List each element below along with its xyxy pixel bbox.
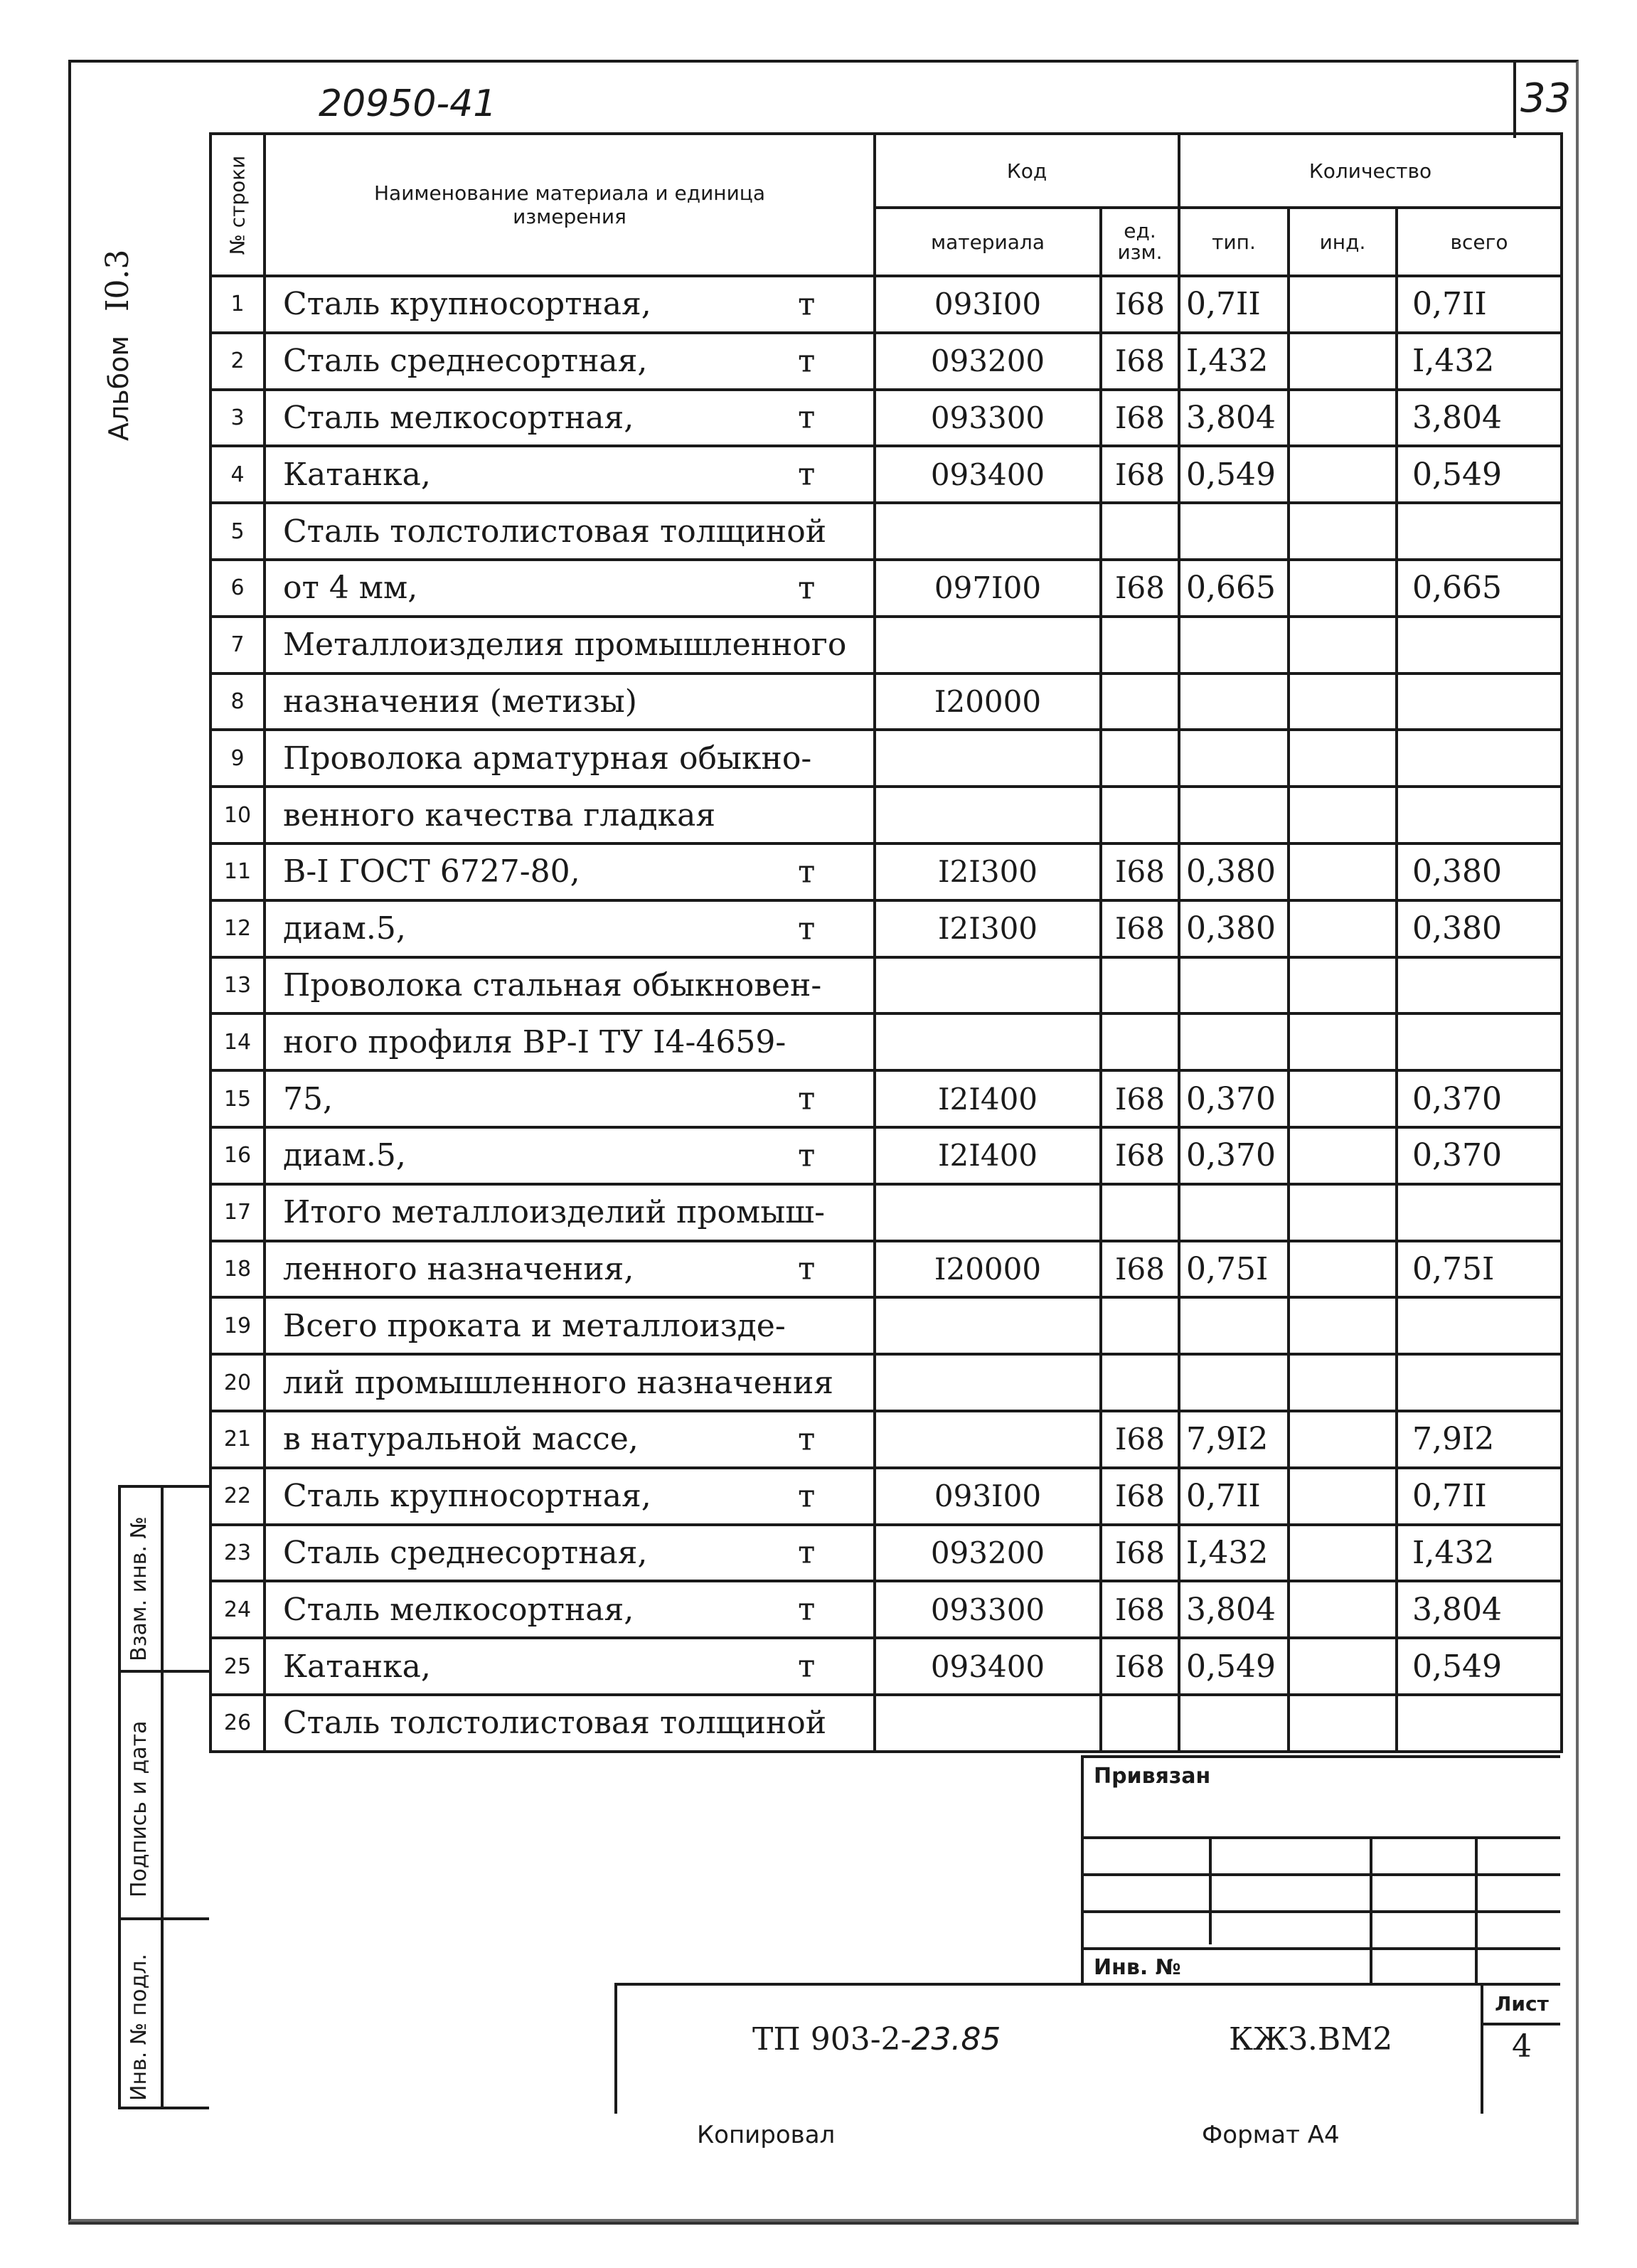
album-number: I0.3 <box>100 249 136 312</box>
qty-total: 3,804 <box>1397 1581 1562 1638</box>
header-code: Код <box>875 134 1179 208</box>
unit-code: I68 <box>1101 900 1179 957</box>
material-name-text: Сталь крупносортная, <box>283 286 651 323</box>
row-number: 8 <box>210 674 265 730</box>
qty-ind <box>1289 1411 1397 1468</box>
material-code: I2I300 <box>875 843 1101 900</box>
table-row <box>210 1127 1562 1184</box>
qty-typ: 0,7II <box>1179 276 1289 333</box>
unit-code: I68 <box>1101 1468 1179 1525</box>
material-name-text: Сталь толстолистовая толщиной <box>283 513 827 550</box>
qty-typ <box>1179 503 1289 560</box>
qty-ind <box>1289 560 1397 617</box>
material-code: 093I00 <box>875 1468 1101 1525</box>
material-name-text: Катанка, <box>283 1648 431 1685</box>
qty-ind <box>1289 957 1397 1014</box>
material-name <box>265 843 875 900</box>
row-number: 21 <box>210 1411 265 1468</box>
row-number: 7 <box>210 617 265 674</box>
qty-ind <box>1289 1581 1397 1638</box>
unit-code: I68 <box>1101 560 1179 617</box>
qty-total <box>1397 674 1562 730</box>
header-material-name: Наименование материала и единица измерения <box>265 134 875 276</box>
row-number: 16 <box>210 1127 265 1184</box>
album-label <box>100 250 136 441</box>
material-name <box>265 900 875 957</box>
table-row <box>210 1638 1562 1695</box>
table-row <box>210 1354 1562 1411</box>
privyazan-grid-col <box>1370 1836 1372 1983</box>
material-code: 093300 <box>875 1581 1101 1638</box>
side-stamp-divider <box>121 1917 209 1920</box>
header-code-material: материала <box>875 208 1101 276</box>
unit-code <box>1101 1354 1179 1411</box>
privyazan-grid-col <box>1475 1836 1478 1983</box>
material-name <box>265 503 875 560</box>
material-name <box>265 390 875 447</box>
material-unit: т <box>798 1421 816 1458</box>
material-name-text: диам.5, <box>283 1137 406 1174</box>
material-name-text: Проволока арматурная обыкно- <box>283 740 812 777</box>
material-name-text: венного качества гладкая <box>283 797 716 834</box>
qty-ind <box>1289 1695 1397 1752</box>
privyazan-grid-line <box>1084 1836 1560 1839</box>
table-row <box>210 674 1562 730</box>
bottom-cut-line <box>68 2222 1579 2225</box>
material-unit: т <box>798 1648 816 1685</box>
privyazan-grid-line <box>1084 1947 1560 1950</box>
material-code: I20000 <box>875 1241 1101 1298</box>
material-name-text: в натуральной массе, <box>283 1421 639 1458</box>
material-code: I2I300 <box>875 900 1101 957</box>
material-name <box>265 1695 875 1752</box>
materials-table <box>209 132 1563 1753</box>
table-row <box>210 446 1562 503</box>
material-code <box>875 1297 1101 1354</box>
material-name <box>265 1581 875 1638</box>
qty-ind <box>1289 900 1397 957</box>
material-name <box>265 1354 875 1411</box>
material-name-text: 75, <box>283 1080 333 1117</box>
header-qty-typ: тип. <box>1179 208 1289 276</box>
qty-ind <box>1289 1127 1397 1184</box>
qty-total: 3,804 <box>1397 390 1562 447</box>
qty-ind <box>1289 1525 1397 1582</box>
qty-ind <box>1289 1241 1397 1298</box>
material-name <box>265 787 875 843</box>
row-number: 12 <box>210 900 265 957</box>
qty-total <box>1397 1184 1562 1241</box>
header-code-unit: ед. изм. <box>1101 208 1179 276</box>
material-unit: т <box>798 1478 816 1515</box>
material-name-text: ного профиля ВР-I ТУ I4-4659- <box>283 1023 786 1060</box>
row-number: 9 <box>210 730 265 787</box>
qty-typ: 0,75I <box>1179 1241 1289 1298</box>
material-name-text: Всего проката и металлоизде- <box>283 1307 786 1344</box>
material-name <box>265 446 875 503</box>
privyazan-grid-line <box>1084 1873 1560 1876</box>
row-number: 18 <box>210 1241 265 1298</box>
material-code <box>875 1695 1101 1752</box>
qty-typ <box>1179 617 1289 674</box>
unit-code <box>1101 787 1179 843</box>
footer-copied: Копировал <box>697 2121 836 2149</box>
table-row <box>210 1525 1562 1582</box>
material-code: I2I400 <box>875 1127 1101 1184</box>
material-name <box>265 276 875 333</box>
unit-code: I68 <box>1101 1241 1179 1298</box>
qty-typ: 0,549 <box>1179 446 1289 503</box>
material-name-text: Сталь мелкосортная, <box>283 399 634 436</box>
album-text: Альбом <box>103 335 134 441</box>
material-unit: т <box>798 1137 816 1174</box>
qty-ind <box>1289 730 1397 787</box>
vzam-inv-label: Взам. инв. № <box>127 1516 151 1661</box>
material-name-text: лий промышленного назначения <box>283 1364 834 1401</box>
material-code <box>875 787 1101 843</box>
qty-typ <box>1179 787 1289 843</box>
material-name-text: Проволока стальная обыкновен- <box>283 967 822 1003</box>
material-name <box>265 333 875 390</box>
qty-typ <box>1179 1695 1289 1752</box>
material-name <box>265 1468 875 1525</box>
table-row <box>210 787 1562 843</box>
row-number: 11 <box>210 843 265 900</box>
table-row <box>210 503 1562 560</box>
unit-code: I68 <box>1101 1127 1179 1184</box>
material-code <box>875 503 1101 560</box>
unit-code: I68 <box>1101 843 1179 900</box>
qty-typ <box>1179 730 1289 787</box>
qty-total <box>1397 503 1562 560</box>
qty-typ <box>1179 957 1289 1014</box>
document-code <box>752 2021 1001 2057</box>
qty-total <box>1397 1013 1562 1070</box>
material-code <box>875 957 1101 1014</box>
qty-ind <box>1289 1070 1397 1127</box>
material-code: 093I00 <box>875 276 1101 333</box>
materials-table-body <box>210 276 1562 1752</box>
qty-total: 0,380 <box>1397 900 1562 957</box>
material-unit: т <box>798 853 816 890</box>
side-stamp-column-divider <box>161 1488 164 2107</box>
material-code: 093400 <box>875 1638 1101 1695</box>
footer-format: Формат А4 <box>1202 2121 1340 2149</box>
row-number: 23 <box>210 1525 265 1582</box>
document-code-printed: ТП 903-2- <box>752 2021 912 2057</box>
header-qty-total: всего <box>1397 208 1562 276</box>
unit-code <box>1101 957 1179 1014</box>
privyazan-label: Привязан <box>1094 1764 1211 1789</box>
material-name-text: от 4 мм, <box>283 570 418 607</box>
qty-total <box>1397 1354 1562 1411</box>
unit-code: I68 <box>1101 1411 1179 1468</box>
row-number: 19 <box>210 1297 265 1354</box>
material-name <box>265 957 875 1014</box>
table-row <box>210 1070 1562 1127</box>
material-name-text: назначения (метизы) <box>283 683 637 720</box>
material-name <box>265 1241 875 1298</box>
qty-total: 0,370 <box>1397 1127 1562 1184</box>
unit-code <box>1101 1297 1179 1354</box>
qty-typ: 0,370 <box>1179 1070 1289 1127</box>
qty-total: 0,7II <box>1397 1468 1562 1525</box>
qty-typ: 0,7II <box>1179 1468 1289 1525</box>
material-name <box>265 1297 875 1354</box>
material-code <box>875 1184 1101 1241</box>
document-code-handwritten: 23.85 <box>911 2021 1001 2057</box>
table-row <box>210 390 1562 447</box>
table-row <box>210 1241 1562 1298</box>
document-mark: КЖЗ.ВМ2 <box>1229 2021 1393 2057</box>
table-row <box>210 276 1562 333</box>
qty-total: 0,665 <box>1397 560 1562 617</box>
qty-typ <box>1179 1297 1289 1354</box>
qty-total: 0,380 <box>1397 843 1562 900</box>
qty-typ: 0,549 <box>1179 1638 1289 1695</box>
material-name-text: Сталь среднесортная, <box>283 1534 648 1571</box>
qty-total <box>1397 1297 1562 1354</box>
row-number: 15 <box>210 1070 265 1127</box>
row-number: 20 <box>210 1354 265 1411</box>
row-number: 24 <box>210 1581 265 1638</box>
row-number: 25 <box>210 1638 265 1695</box>
sheet-box <box>1481 1986 1560 2114</box>
qty-typ: 0,665 <box>1179 560 1289 617</box>
material-name <box>265 674 875 730</box>
material-unit: т <box>798 1080 816 1117</box>
table-row <box>210 1411 1562 1468</box>
material-name <box>265 1638 875 1695</box>
material-code <box>875 1013 1101 1070</box>
qty-ind <box>1289 390 1397 447</box>
unit-code: I68 <box>1101 1581 1179 1638</box>
unit-code: I68 <box>1101 1525 1179 1582</box>
unit-code: I68 <box>1101 446 1179 503</box>
row-number: 2 <box>210 333 265 390</box>
privyazan-grid-col <box>1209 1836 1212 1944</box>
material-unit: т <box>798 1591 816 1628</box>
row-number: 17 <box>210 1184 265 1241</box>
material-name <box>265 1013 875 1070</box>
unit-code: I68 <box>1101 276 1179 333</box>
side-stamp <box>118 1485 209 2109</box>
row-number: 6 <box>210 560 265 617</box>
unit-code: I68 <box>1101 1638 1179 1695</box>
qty-total <box>1397 787 1562 843</box>
podpis-data-label: Подпись и дата <box>127 1720 151 1897</box>
unit-code: I68 <box>1101 390 1179 447</box>
table-row <box>210 1013 1562 1070</box>
row-number: 4 <box>210 446 265 503</box>
row-number: 13 <box>210 957 265 1014</box>
unit-code <box>1101 503 1179 560</box>
qty-typ: 0,380 <box>1179 900 1289 957</box>
handwritten-sheet-number: 33 <box>1520 75 1572 122</box>
qty-total <box>1397 1695 1562 1752</box>
material-name <box>265 1411 875 1468</box>
qty-ind <box>1289 674 1397 730</box>
qty-typ: I,432 <box>1179 1525 1289 1582</box>
material-unit: т <box>798 286 816 323</box>
material-name-text: Металлоизделия промышленного <box>283 627 847 664</box>
qty-ind <box>1289 617 1397 674</box>
title-block <box>209 1755 1560 2114</box>
qty-typ: 3,804 <box>1179 1581 1289 1638</box>
qty-typ <box>1179 1184 1289 1241</box>
unit-code <box>1101 1695 1179 1752</box>
inv-no-label: Инв. № <box>1094 1955 1181 1980</box>
header-row-number: № строки <box>210 134 265 276</box>
privyazan-grid-line <box>1084 1910 1560 1913</box>
qty-total: 0,549 <box>1397 1638 1562 1695</box>
material-code: I2I400 <box>875 1070 1101 1127</box>
material-name-text: Сталь среднесортная, <box>283 343 648 380</box>
row-number: 22 <box>210 1468 265 1525</box>
material-name <box>265 1127 875 1184</box>
material-code: 093200 <box>875 333 1101 390</box>
qty-ind <box>1289 1184 1397 1241</box>
material-code <box>875 1411 1101 1468</box>
table-row <box>210 1184 1562 1241</box>
qty-ind <box>1289 1468 1397 1525</box>
qty-typ: 3,804 <box>1179 390 1289 447</box>
main-stamp <box>614 1983 1560 2114</box>
unit-code <box>1101 1013 1179 1070</box>
material-code: 093300 <box>875 390 1101 447</box>
unit-code <box>1101 674 1179 730</box>
qty-ind <box>1289 1354 1397 1411</box>
qty-ind <box>1289 503 1397 560</box>
material-name <box>265 1184 875 1241</box>
material-name <box>265 617 875 674</box>
table-row <box>210 843 1562 900</box>
unit-code <box>1101 1184 1179 1241</box>
row-number: 10 <box>210 787 265 843</box>
unit-code <box>1101 617 1179 674</box>
material-code <box>875 617 1101 674</box>
qty-typ <box>1179 674 1289 730</box>
table-row <box>210 1297 1562 1354</box>
material-name <box>265 1070 875 1127</box>
table-row <box>210 900 1562 957</box>
qty-typ: 0,380 <box>1179 843 1289 900</box>
material-unit: т <box>798 399 816 436</box>
material-code: 093200 <box>875 1525 1101 1582</box>
qty-total <box>1397 957 1562 1014</box>
material-unit: т <box>798 910 816 947</box>
qty-total: I,432 <box>1397 333 1562 390</box>
material-name <box>265 560 875 617</box>
material-name <box>265 1525 875 1582</box>
qty-total: 7,9I2 <box>1397 1411 1562 1468</box>
header-quantity: Количество <box>1179 134 1562 208</box>
qty-total: 0,7II <box>1397 276 1562 333</box>
material-unit: т <box>798 456 816 493</box>
material-name-text: Сталь мелкосортная, <box>283 1591 634 1628</box>
qty-typ: 0,370 <box>1179 1127 1289 1184</box>
qty-total <box>1397 730 1562 787</box>
sheet-label: Лист <box>1483 1986 1560 2025</box>
qty-total <box>1397 617 1562 674</box>
row-number: 14 <box>210 1013 265 1070</box>
material-code: 093400 <box>875 446 1101 503</box>
qty-ind <box>1289 843 1397 900</box>
qty-total: 0,549 <box>1397 446 1562 503</box>
qty-typ: I,432 <box>1179 333 1289 390</box>
material-name-text: Сталь крупносортная, <box>283 1478 651 1515</box>
table-row <box>210 617 1562 674</box>
unit-code: I68 <box>1101 333 1179 390</box>
material-code: 097I00 <box>875 560 1101 617</box>
material-code <box>875 1354 1101 1411</box>
qty-ind <box>1289 787 1397 843</box>
qty-total: 0,75I <box>1397 1241 1562 1298</box>
qty-typ: 7,9I2 <box>1179 1411 1289 1468</box>
qty-typ <box>1179 1013 1289 1070</box>
material-name-text: Итого металлоизделий промыш- <box>283 1194 826 1231</box>
qty-ind <box>1289 1638 1397 1695</box>
table-row <box>210 730 1562 787</box>
table-row <box>210 560 1562 617</box>
material-name-text: Катанка, <box>283 456 431 493</box>
handwritten-doc-number: 20950-41 <box>319 82 497 125</box>
qty-total: 0,370 <box>1397 1070 1562 1127</box>
material-unit: т <box>798 1250 816 1287</box>
unit-code <box>1101 730 1179 787</box>
table-row <box>210 333 1562 390</box>
qty-typ <box>1179 1354 1289 1411</box>
inv-podl-label: Инв. № подл. <box>127 1954 151 2101</box>
qty-ind <box>1289 446 1397 503</box>
material-name-text: В-I ГОСТ 6727-80, <box>283 853 580 890</box>
table-row <box>210 1695 1562 1752</box>
sheet-value: 4 <box>1512 2028 1532 2065</box>
table-row <box>210 1581 1562 1638</box>
qty-ind <box>1289 1297 1397 1354</box>
row-number: 5 <box>210 503 265 560</box>
qty-total: I,432 <box>1397 1525 1562 1582</box>
privyazan-box <box>1081 1755 1560 1983</box>
row-number: 3 <box>210 390 265 447</box>
material-name-text: диам.5, <box>283 910 406 947</box>
qty-ind <box>1289 1013 1397 1070</box>
side-stamp-divider <box>121 1670 209 1673</box>
table-row <box>210 957 1562 1014</box>
material-code: I20000 <box>875 674 1101 730</box>
row-number: 1 <box>210 276 265 333</box>
row-number: 26 <box>210 1695 265 1752</box>
material-code <box>875 730 1101 787</box>
table-row <box>210 1468 1562 1525</box>
header-qty-ind: инд. <box>1289 208 1397 276</box>
unit-code: I68 <box>1101 1070 1179 1127</box>
material-name-text: ленного назначения, <box>283 1250 634 1287</box>
material-unit: т <box>798 570 816 607</box>
qty-ind <box>1289 276 1397 333</box>
qty-ind <box>1289 333 1397 390</box>
material-unit: т <box>798 343 816 380</box>
material-name <box>265 730 875 787</box>
material-name-text: Сталь толстолистовая толщиной <box>283 1705 827 1742</box>
material-unit: т <box>798 1534 816 1571</box>
